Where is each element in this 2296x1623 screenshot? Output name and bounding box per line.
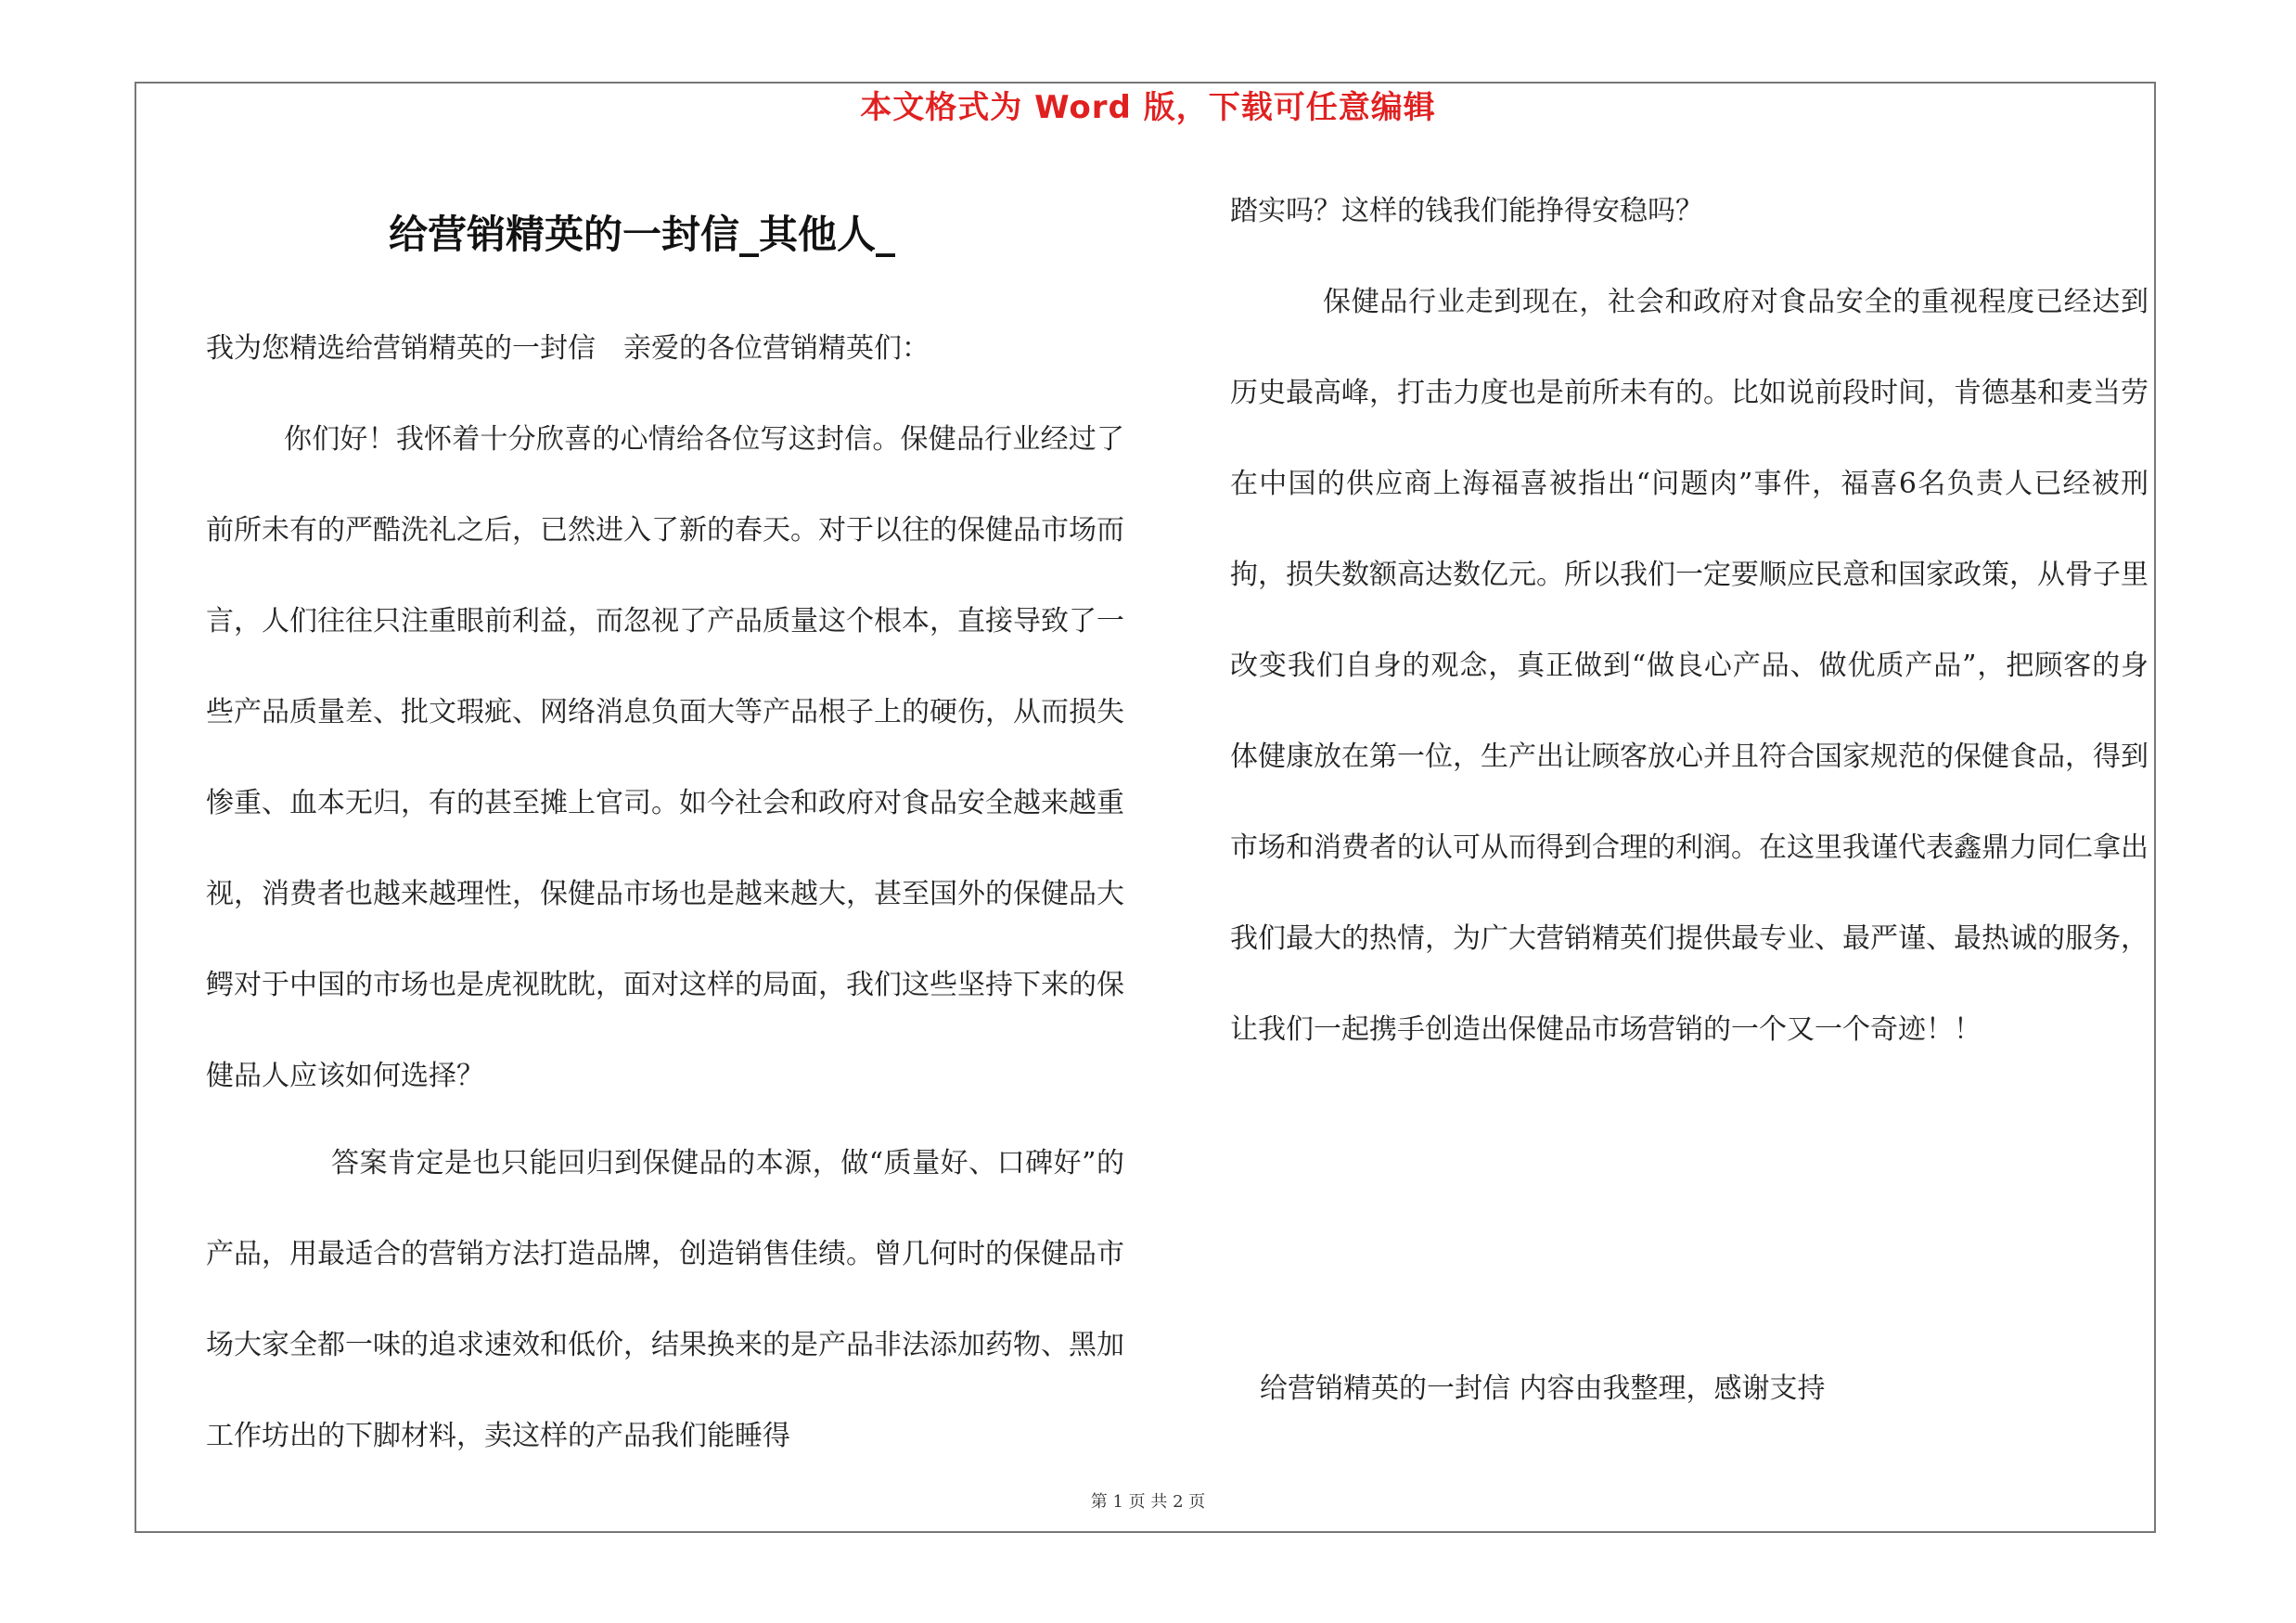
document-footer-note: 给营销精英的一封信 内容由我整理，感谢支持 [1260, 1372, 1826, 1405]
left-paragraph-answer: 答案肯定是也只能回归到保健品的本源，做“质量好、口碑好”的产品，用最适合的营销方法打造品牌，创造销售佳绩。曾几何时的保健品市场大家全都一味的追求速效和低价，结果换来的是产品非法添加药物、黑加工作坊出的下脚材料，卖这样的产品我们能睡得 [206, 1147, 1124, 1452]
right-paragraph-industry: 保健品行业走到现在，社会和政府对食品安全的重视程度已经达到历史最高峰，打击力度也是前所未有的。比如说前段时间，肯德基和麦当劳在中国的供应商上海福喜被指出“问题肉”事件，福喜6名负责人已经被刑拘，损失数额高达数亿元。所以我们一定要顺应民意和国家政策，从骨子里改变我们自身的观念，真正做到“做良心产品、做优质产品”，把顾客的身体健康放在第一位，生产出让顾客放心并且符合国家规范的保健食品，得到市场和消费者的认可从而得到合理的利润。在这里我谨代表鑫鼎力同仁拿出我们最大的热情，为广大营销精英们提供最专业、最严谨、最热诚的服务，让我们一起携手创造出保健品市场营销的一个又一个奇迹！！ [1230, 286, 2148, 1046]
document-title: 给营销精英的一封信_其他人_ [388, 212, 895, 257]
page-indicator: 第 1 页 共 2 页 [1090, 1492, 1206, 1512]
left-paragraph-greeting: 你们好！我怀着十分欣喜的心情给各位写这封信。保健品行业经过了前所未有的严酷洗礼之后，已然进入了新的春天。对于以往的保健品市场而言，人们往往只注重眼前利益，而忽视了产品质量这个根本，直接导致了一些产品质量差、批文瑕疵、网络消息负面大等产品根子上的硬伤，从而损失惨重、血本无归，有的甚至摊上官司。如今社会和政府对食品安全越来越重视，消费者也越来越理性，保健品市场也是越来越大，甚至国外的保健品大鳄对于中国的市场也是虎视眈眈，面对这样的局面，我们这些坚持下来的保健品人应该如何选择？ [206, 423, 1124, 1092]
left-paragraph-intro: 我为您精选给营销精英的一封信 亲爱的各位营销精英们： [206, 332, 930, 365]
format-notice-banner: 本文格式为 Word 版，下载可任意编辑 [860, 89, 1436, 126]
right-paragraph-continuation: 踏实吗？这样的钱我们能挣得安稳吗？ [1230, 195, 1703, 227]
